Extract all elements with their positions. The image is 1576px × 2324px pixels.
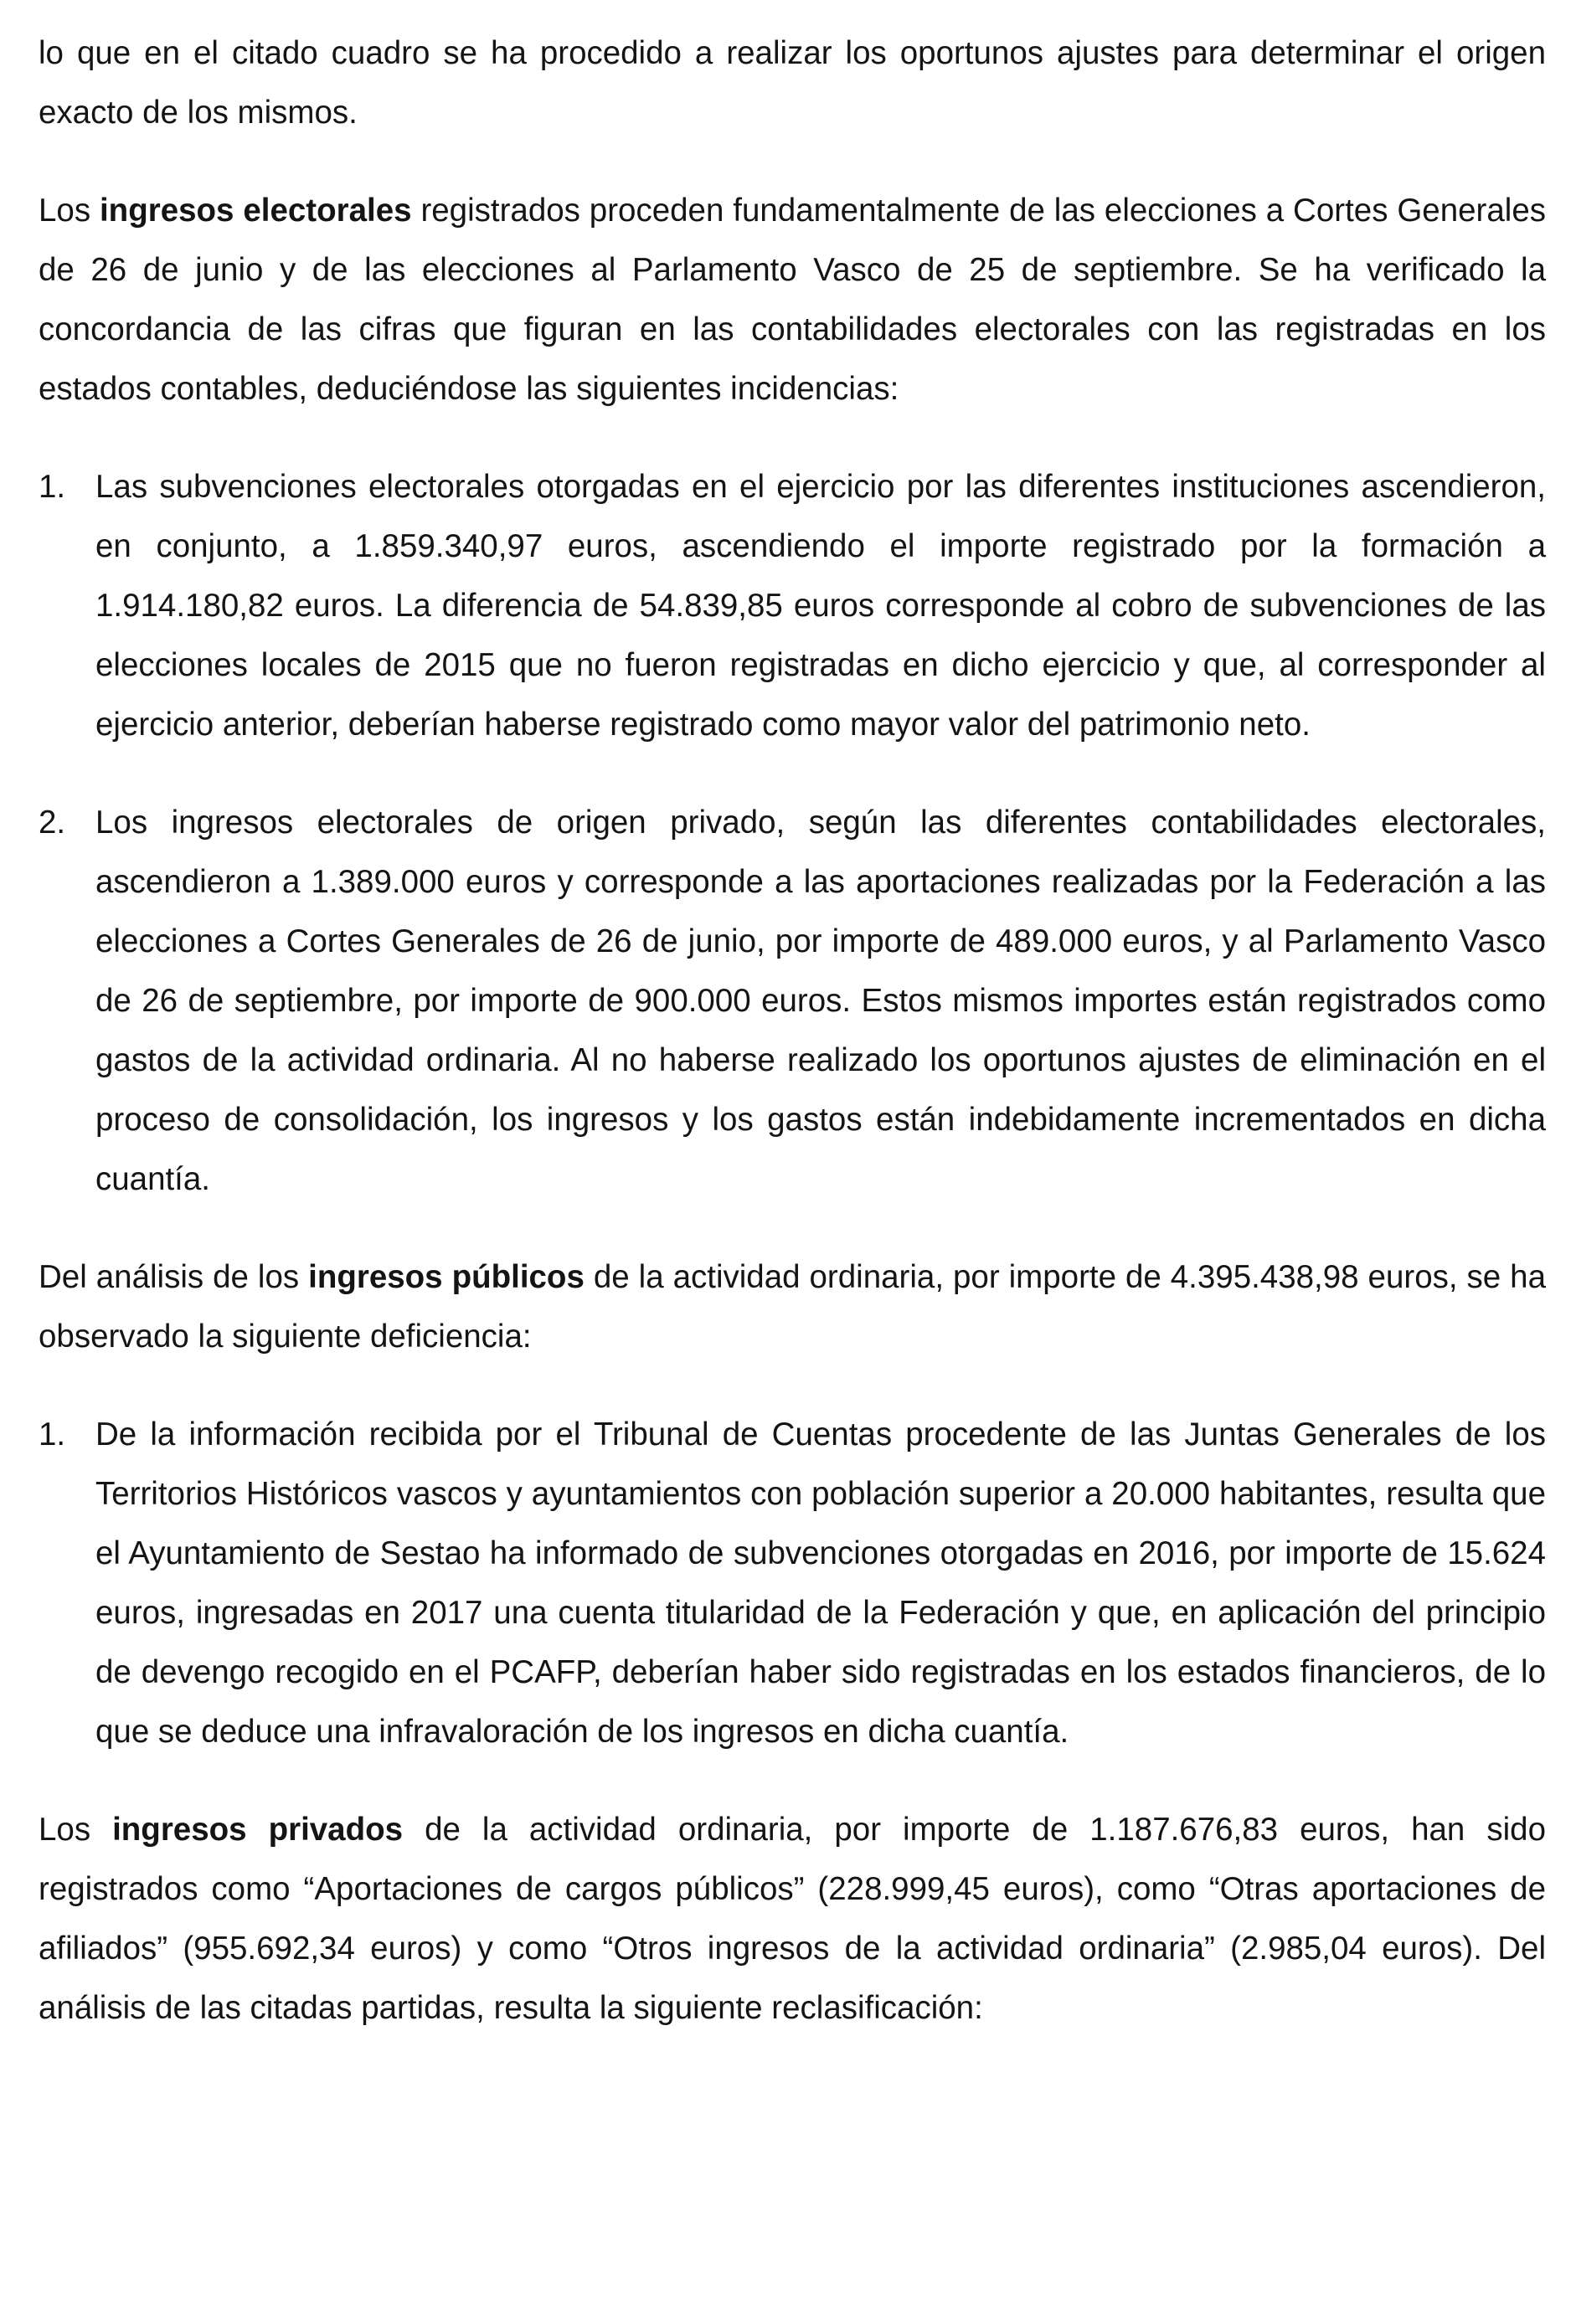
list-item-text: Los ingresos electorales de origen privado, según las diferentes contabilidades electorales, ascendieron a 1.389.000 euros y corresponde a las aportaciones realizadas por la Federación a las elecciones a Cortes Generales de 26 de junio, por importe de 489.000 euros, y al Parlamento Vasco de 26 de septiembre, por importe de 900.000 euros. Estos mismos importes están registrados como gastos de la actividad ordinaria. Al no haberse realizado los oportunos ajustes de eliminación en el proceso de consolidación, los ingresos y los gastos están indebidamente incrementados en dicha cuantía. [95, 805, 1546, 1197]
paragraph-ingresos-publicos [39, 1247, 1546, 1366]
list-item [39, 1405, 1546, 1761]
text-run: de la actividad ordinaria, por importe de 4.395.438,98 euros, se ha observado la siguiente deficiencia: [39, 1259, 1546, 1355]
paragraph-ingresos-electorales [39, 181, 1546, 419]
list-item-text: Las subvenciones electorales otorgadas en el ejercicio por las diferentes instituciones ascendieron, en conjunto, a 1.859.340,97 euros, ascendiendo el importe registrado por la formación a 1.914.180,82 euros. La diferencia de 54.839,85 euros corresponde al cobro de subvenciones de las elecciones locales de 2015 que no fueron registradas en dicho ejercicio y que, al corresponder al ejercicio anterior, deberían haberse registrado como mayor valor del patrimonio neto. [95, 469, 1546, 743]
list-item-text: De la información recibida por el Tribunal de Cuentas procedente de las Juntas Generales de los Territorios Históricos vascos y ayuntamientos con población superior a 20.000 habitantes, resulta que el Ayuntamiento de Sestao ha informado de subvenciones otorgadas en 2016, por importe de 15.624 euros, ingresadas en 2017 una cuenta titularidad de la Federación y que, en aplicación del principio de devengo recogido en el PCAFP, deberían haber sido registradas en los estados financieros, de lo que se deduce una infravaloración de los ingresos en dicha cuantía. [95, 1417, 1546, 1750]
list-item [39, 457, 1546, 754]
bold-term-ingresos-privados: ingresos privados [112, 1812, 404, 1848]
list-item-number: 1. [39, 469, 66, 505]
text-run: Del análisis de los [39, 1259, 309, 1295]
bold-term-ingresos-electorales: ingresos electorales [99, 193, 412, 229]
list-item [39, 793, 1546, 1209]
text-run: de la actividad ordinaria, por importe de 1.187.676,83 euros, han sido registrados como “Aportaciones de cargos públicos” (228.999,45 euros), como “Otras aportaciones de afiliados” (955.692,34 euros) y como “Otros ingresos de la actividad ordinaria” (2.985,04 euros). Del análisis de las citadas partidas, resulta la siguiente reclasificación: [39, 1812, 1546, 2026]
text-run: Los [39, 193, 100, 229]
list-incidencias-electorales [39, 457, 1546, 1209]
text-run: registrados proceden fundamentalmente de las elecciones a Cortes Generales de 26 de junio y de las elecciones al Parlamento Vasco de 25 de septiembre. Se ha verificado la concordancia de las cifras que figuran en las contabilidades electorales con las registradas en los estados contables, deduciéndose las siguientes incidencias: [39, 193, 1546, 407]
document-page [39, 23, 1546, 2076]
paragraph-intro: lo que en el citado cuadro se ha procedido a realizar los oportunos ajustes para determinar el origen exacto de los mismos. [39, 35, 1546, 131]
list-deficiencia-publicos [39, 1405, 1546, 1761]
text-run: Los [39, 1812, 113, 1848]
list-item-number: 2. [39, 805, 66, 841]
list-item-number: 1. [39, 1417, 66, 1452]
bold-term-ingresos-publicos: ingresos públicos [308, 1259, 585, 1295]
paragraph-ingresos-privados [39, 1800, 1546, 2038]
